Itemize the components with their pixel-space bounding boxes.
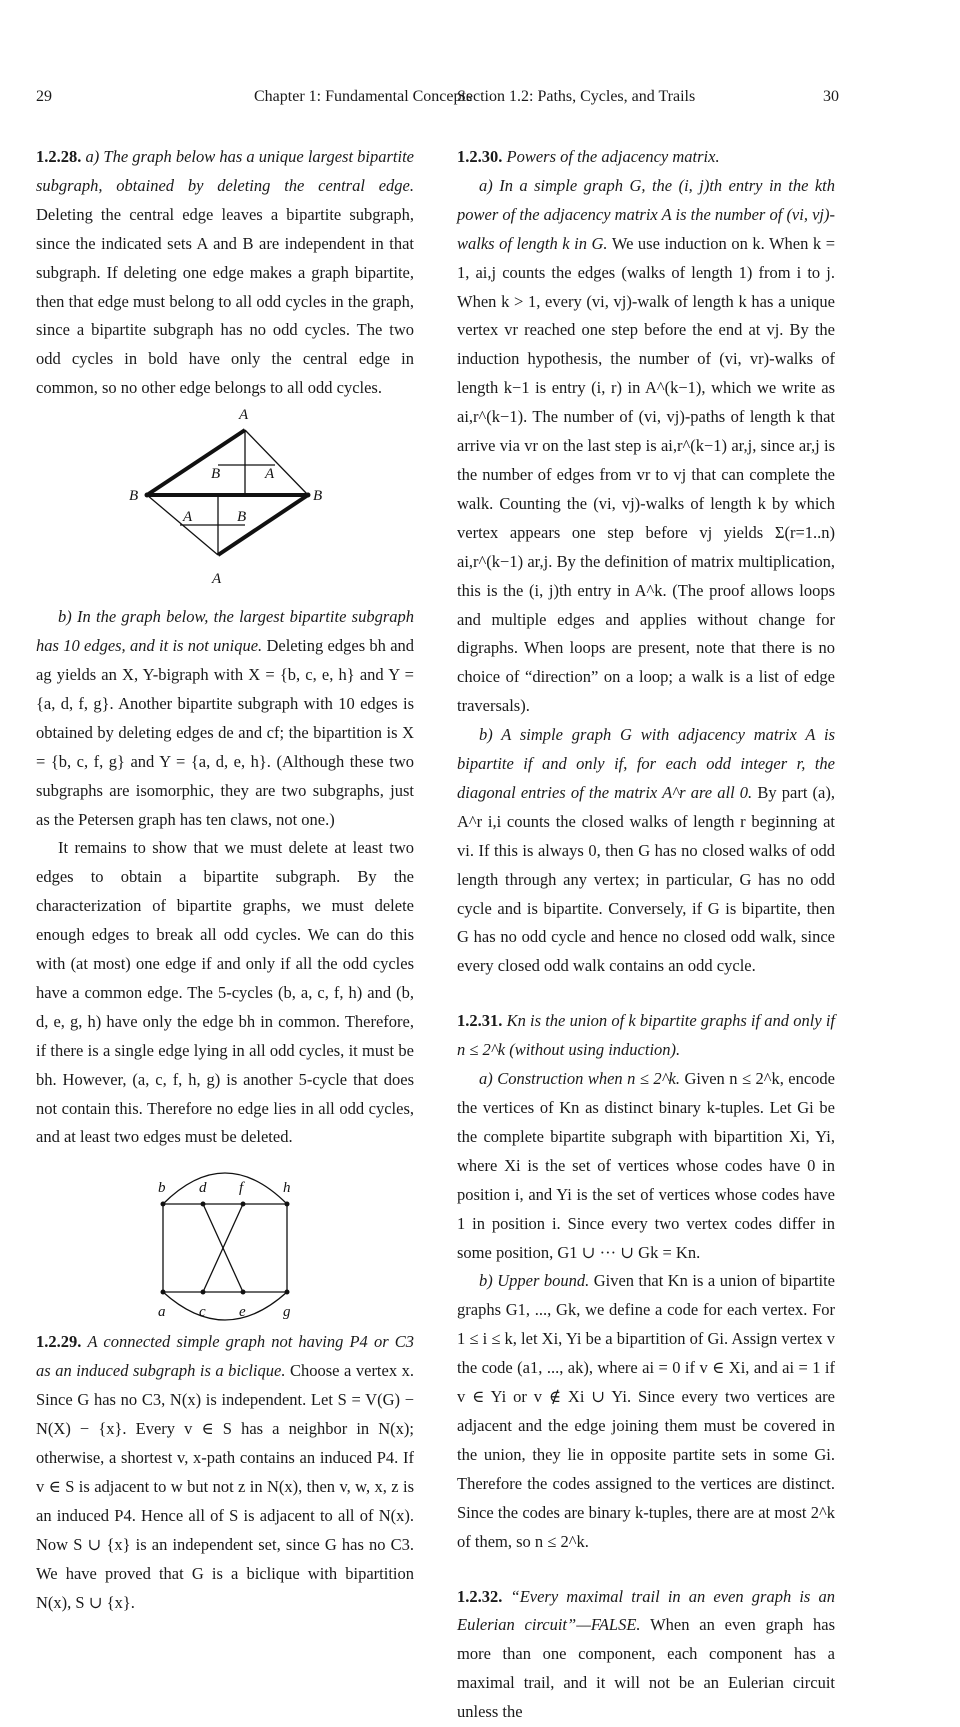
vertex-f: f: [239, 1180, 245, 1196]
figure-bipartite-diamond: [125, 403, 325, 603]
vertex-g: g: [283, 1304, 291, 1320]
problem-1231-b-body: Given that Kn is a union of bipartite graphs G1, ..., Gk, we define a code for each vertex. For 1 ≤ i ≤ k, let Xi, Yi be a bipartition of Gi. Assign vertex v the code (a1, ..., ak), where ai = 0 if v ∈ Xi, and ai = 1 if v ∈ Yi or v ∉ Xi ∪ Yi. Since every two vertices are adjacent and the edge joining them must be covered in the union, they lie in opposite partite sets in some Gi. Therefore the codes assigned to the vertices are distinct. Since the codes are binary k-tuples, there are at most 2^k of them, so n ≤ 2^k.: [457, 1271, 835, 1550]
problem-1228-part-a: [36, 143, 414, 403]
problem-1228-b-body: Deleting edges bh and ag yields an X, Y-bigraph with X = {b, c, e, h} and Y = {a, d, f, g}. Another bipartite subgraph with 10 edges is obtained by deleting edges de and cf; the bipartition is X = {b, c, f, g} and Y = {a, d, e, h}. (Although these two subgraphs are isomorphic, they are two subgraphs, just as the Petersen graph has ten claws, not one.): [36, 636, 414, 828]
problem-1229: [36, 1328, 414, 1617]
problem-1230-id: 1.2.30.: [457, 147, 502, 166]
problem-1229-body: Choose a vertex x. Since G has no C3, N(x) is independent. Let S = V(G) − N(X) − {x}. Every v ∈ S has a neighbor in N(x); otherwise, a shortest v, x-path contains an induced P4. If v ∈ S is adjacent to w but not z in N(x), then v, w, x, z is an induced P4. Hence all of S is adjacent to all of N(x). Now S ∪ {x} is an independent set, since G has no C3. We have proved that G is a biclique with bipartition N(x), S ∪ {x}.: [36, 1361, 414, 1611]
problem-1231-a-label: a) Construction when n ≤ 2^k.: [479, 1069, 680, 1088]
problem-1228-b-statement: b) In the graph below, the largest bipartite subgraph has 10 edges, and it is not unique.: [36, 607, 414, 655]
problem-1228-part-b: [36, 603, 414, 834]
problem-1231-part-a: [457, 1065, 835, 1267]
problem-1231-statement: Kn is the union of k bipartite graphs if and only if n ≤ 2^k (without using induction).: [457, 1011, 835, 1059]
problem-1229-id: 1.2.29.: [36, 1332, 81, 1351]
problem-1230-part-a: [457, 172, 835, 721]
label-inner-lr: B: [237, 509, 246, 525]
problem-1232-body: When an even graph has more than one component, each component has a maximal trail, and it will not be an Eulerian circuit unless the: [457, 1615, 835, 1721]
problem-1228-a-body: Deleting the central edge leaves a bipartite subgraph, since the indicated sets A and B are independent in that subgraph. If deleting one edge makes a graph bipartite, then that edge must belong to all odd cycles in the graph, since a bipartite subgraph has no odd cycles. The two odd cycles in bold have only the central edge in common, so no other edge belongs to all odd cycles.: [36, 205, 414, 397]
problem-1231-part-b: [457, 1267, 835, 1556]
bold-edge: [147, 430, 245, 495]
left-page: [0, 0, 480, 1357]
problem-1231-a-body: Given n ≤ 2^k, encode the vertices of Kn as distinct binary k-tuples. Let Gi be the complete bipartite subgraph with bipartition Xi, Yi, where Xi is the set of vertices whose codes have 0 in position i, and Yi is the set of vertices whose codes have 1 in position i. Since every two vertex codes differ in some position, G1 ∪ ··· ∪ Gk = Kn.: [457, 1069, 835, 1261]
vertex-e: e: [239, 1304, 246, 1320]
problem-1232: [457, 1583, 835, 1727]
problem-1232-statement: “Every maximal trail in an even graph is an Eulerian circuit”—FALSE.: [457, 1587, 835, 1635]
problem-1230-b-statement: b) A simple graph G with adjacency matrix A is bipartite if and only if, for each odd integer r, the diagonal entries of the matrix A^r are all 0.: [457, 725, 835, 802]
figure-eight-vertex-graph: [125, 1152, 325, 1328]
problem-1230-part-b: [457, 721, 835, 981]
chapter-header: Chapter 1: Fundamental Concepts: [254, 88, 472, 106]
problem-1228-para2: It remains to show that we must delete at least two edges to obtain a bipartite subgraph. By the characterization of bipartite graphs, we must delete enough edges to break all odd cycles. We can do this with (at most) one edge if and only if all the odd cycles have a common edge. The 5-cycles (b, a, c, f, h) and (b, d, e, g, h) have only the edge bh in common. Therefore, if there is a single edge lying in all odd cycles, it must be bh. However, (a, c, f, h, g) is another 5-cycle that does not contain this. Therefore no edge lies in all odd cycles, and at least two edges must be deleted.: [36, 834, 414, 1152]
section-header: Section 1.2: Paths, Cycles, and Trails: [457, 88, 695, 106]
problem-1228-a-statement: a) The graph below has a unique largest bipartite subgraph, obtained by deleting the central edge.: [36, 147, 414, 195]
label-bottom: A: [211, 571, 222, 587]
problem-1230-a-statement: a) In a simple graph G, the (i, j)th entry in the kth power of the adjacency matrix A is the number of (vi, vj)-walks of length k in G.: [457, 176, 835, 253]
vertex-d: d: [199, 1180, 207, 1196]
vertex-c: c: [199, 1304, 206, 1320]
problem-1229-statement: A connected simple graph not having P4 or C3 as an induced subgraph is a biclique.: [36, 1332, 414, 1380]
problem-1231-b-label: b) Upper bound.: [479, 1271, 589, 1290]
vertex: [145, 493, 150, 498]
right-page: [480, 0, 960, 1357]
label-inner-ll: A: [182, 509, 193, 525]
problem-1231-id: 1.2.31.: [457, 1011, 502, 1030]
label-left: B: [129, 488, 138, 504]
page-number-left: 29: [36, 88, 52, 106]
problem-1230-title-text: Powers of the adjacency matrix.: [507, 147, 720, 166]
label-inner-ul: B: [211, 466, 220, 482]
problem-1228-id: 1.2.28.: [36, 147, 81, 166]
problem-1230-title: [457, 143, 835, 172]
vertex-h: h: [283, 1180, 291, 1196]
left-column: [36, 143, 414, 1617]
problem-1232-id: 1.2.32.: [457, 1587, 502, 1606]
vertex: [306, 493, 311, 498]
right-column: [457, 143, 835, 1727]
edge: [245, 430, 308, 495]
vertex-b: b: [158, 1180, 166, 1196]
problem-1230-a-body: We use induction on k. When k = 1, ai,j counts the edges (walks of length 1) from i to j. When k > 1, every (vi, vj)-walk of length k has a unique vertex vr reached one step before the end at vj. By the induction hypothesis, the number of (vi, vr)-walks of length k−1 is entry (i, r) in A^(k−1), which we write as ai,r^(k−1). The number of (vi, vj)-paths of length k that arrive via vr on the last step is ai,r^(k−1) ar,j, since ar,j is the number of edges from vr to vj that can complete the walk. Counting the (vi, vj)-walks of length k by which vertex appears one step before vj yields Σ(r=1..n) ai,r^(k−1) ar,j. By the definition of matrix multiplication, this is the (i, j)th entry in A^k. (The proof allows loops and multiple edges and applies without change for digraphs. When loops are present, note that there is no choice of “direction” on a loop; a walk is a list of edge traversals).: [457, 234, 835, 716]
vertex-a: a: [158, 1304, 166, 1320]
label-top: A: [238, 407, 249, 423]
problem-1230-b-body: By part (a), A^r i,i counts the closed walks of length r beginning at vi. If this is always 0, then G has no closed walks of odd length through any vertex; in particular, G has no odd cycle and is bipartite. Conversely, if G is bipartite, then G has no odd cycle and hence no closed odd walk, since every closed odd walk contains an odd cycle.: [457, 783, 835, 975]
label-right: B: [313, 488, 322, 504]
problem-1231: [457, 1007, 835, 1065]
label-inner-ur: A: [264, 466, 275, 482]
page-number-right: 30: [823, 88, 839, 106]
